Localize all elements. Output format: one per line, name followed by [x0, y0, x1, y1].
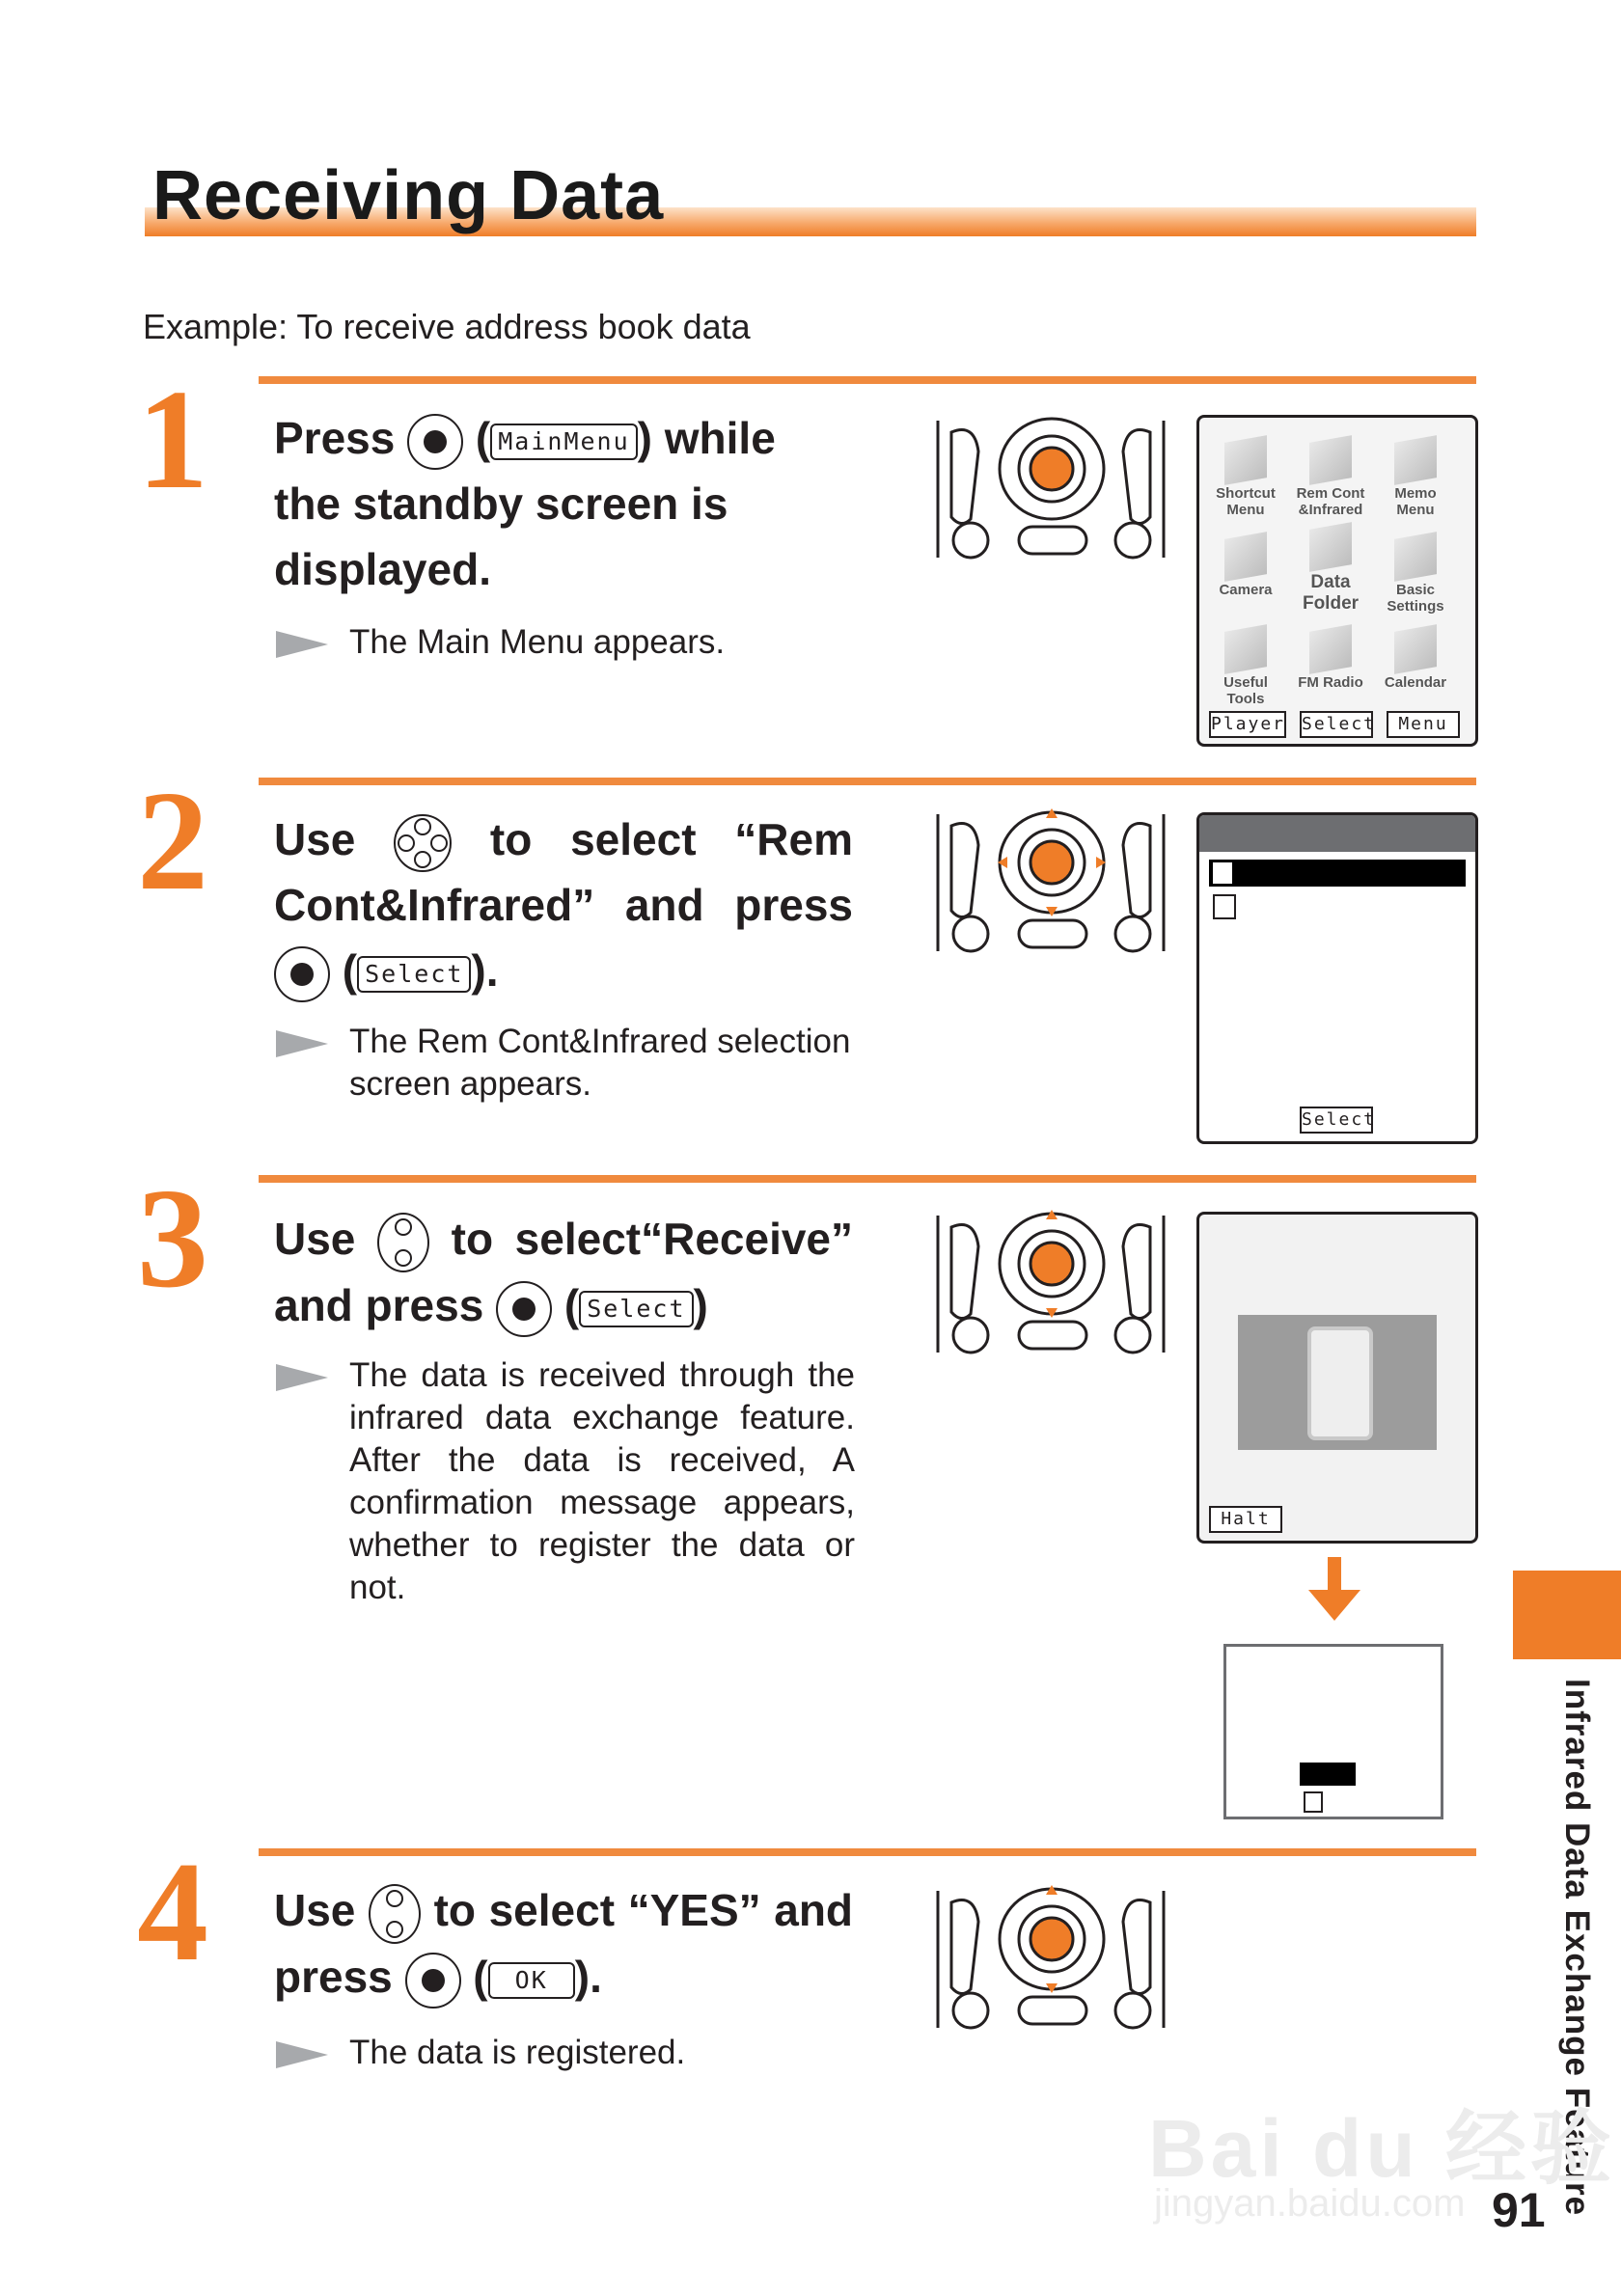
- step-3-mid: to select“Receive” and press: [274, 1214, 854, 1330]
- softkey-halt: Halt: [1209, 1506, 1282, 1533]
- screen-header-bar: [1199, 815, 1475, 852]
- menu-item: Rem Cont &Infrared: [1292, 439, 1369, 518]
- step-4-result: The data is registered.: [349, 2034, 686, 2071]
- step-3-pre: Use: [274, 1214, 356, 1264]
- example-text: Example: To receive address book data: [143, 307, 751, 346]
- step-3-instruction: Use to select“Receive” and press ( Select ): [274, 1206, 853, 1338]
- ok-key-label: OK: [488, 1962, 575, 1999]
- center-key-icon: [407, 414, 463, 470]
- multi-direction-key-icon: [394, 814, 452, 872]
- confirmation-screen: [1223, 1644, 1443, 1819]
- center-key-icon: [496, 1281, 552, 1337]
- result-arrow-icon: [276, 631, 328, 658]
- step-1-pre: Press: [274, 413, 396, 463]
- up-down-key-icon: [369, 1884, 421, 1944]
- step-2-pre: Use: [274, 814, 356, 864]
- yes-option-highlighted: [1300, 1763, 1356, 1786]
- keypad-illustration-icon: [932, 1208, 1171, 1358]
- page-title: Receiving Data: [152, 157, 665, 234]
- step-2-rule: [259, 778, 1476, 785]
- menu-item: Shortcut Menu: [1207, 439, 1284, 518]
- softkey-select: Select: [1300, 1107, 1373, 1134]
- rem-cont-selection-screen: [1196, 812, 1478, 1144]
- menu-item: Camera: [1207, 535, 1284, 598]
- menu-item: Data Folder: [1292, 526, 1369, 615]
- menu-item: Memo Menu: [1377, 439, 1454, 518]
- step-4-number: 4: [137, 1833, 208, 1991]
- step-1-instruction: Press ( MainMenu ) while the standby screen is displayed.: [274, 413, 776, 594]
- main-menu-screen: [1196, 415, 1478, 747]
- section-side-label: Infrared Data Exchange Feature: [1558, 1679, 1596, 2217]
- list-item-highlighted: [1209, 860, 1466, 887]
- watermark: Bai du 经验: [1148, 2103, 1616, 2194]
- watermark-url: jingyan.baidu.com: [1154, 2182, 1466, 2225]
- menu-item: FM Radio: [1292, 628, 1369, 691]
- mainmenu-key-label: MainMenu: [490, 424, 637, 460]
- step-1-result: The Main Menu appears.: [349, 623, 726, 661]
- step-1-number: 1: [137, 361, 208, 519]
- select-key-label: Select: [357, 956, 471, 993]
- menu-item: Basic Settings: [1377, 535, 1454, 615]
- menu-item: Useful Tools: [1207, 628, 1284, 707]
- step-4-instruction: Use to select “YES” and press ( OK ).: [274, 1877, 853, 2009]
- step-4-pre: Use: [274, 1885, 356, 1935]
- softkey-player: Player: [1209, 711, 1286, 738]
- step-3-number: 3: [137, 1160, 208, 1318]
- list-item: [1213, 894, 1236, 919]
- menu-item: Calendar: [1377, 628, 1454, 691]
- infrared-transfer-graphic: [1238, 1315, 1437, 1450]
- softkey-select: Select: [1300, 711, 1373, 738]
- down-arrow-icon: [1308, 1557, 1360, 1621]
- center-key-icon: [274, 946, 330, 1002]
- no-option: [1304, 1791, 1323, 1813]
- result-arrow-icon: [276, 1364, 328, 1391]
- select-key-label: Select: [579, 1291, 693, 1327]
- step-2-instruction: Use to select “Rem Cont&Infrared” and press ( Select ).: [274, 806, 853, 1003]
- step-4-mid: to select “YES” and press: [274, 1885, 854, 2002]
- up-down-key-icon: [377, 1213, 429, 1272]
- section-tab: [1513, 1571, 1621, 1659]
- result-arrow-icon: [276, 2041, 328, 2068]
- step-1-post: while the standby screen is displayed.: [274, 413, 776, 594]
- step-2-result: The Rem Cont&Infrared selection screen appears.: [349, 1023, 851, 1103]
- result-arrow-icon: [276, 1030, 328, 1057]
- keypad-illustration-icon: [932, 1883, 1171, 2034]
- softkey-menu: Menu: [1387, 711, 1460, 738]
- keypad-illustration-icon: [932, 413, 1171, 563]
- step-2-mid: to select “Rem Cont&Infrared” and press: [274, 814, 853, 930]
- center-key-icon: [405, 1953, 461, 2009]
- step-3-rule: [259, 1175, 1476, 1183]
- step-1-rule: [259, 376, 1476, 384]
- page-number: 91: [1492, 2183, 1546, 2237]
- step-4-rule: [259, 1848, 1476, 1856]
- receiving-screen: [1196, 1212, 1478, 1544]
- step-2-number: 2: [137, 762, 208, 920]
- step-3-result: The data is received through the infrared data exchange feature. After the data is received, A confirmation message appears, whether to register the data or not.: [349, 1356, 855, 1606]
- keypad-illustration-icon: [932, 806, 1171, 957]
